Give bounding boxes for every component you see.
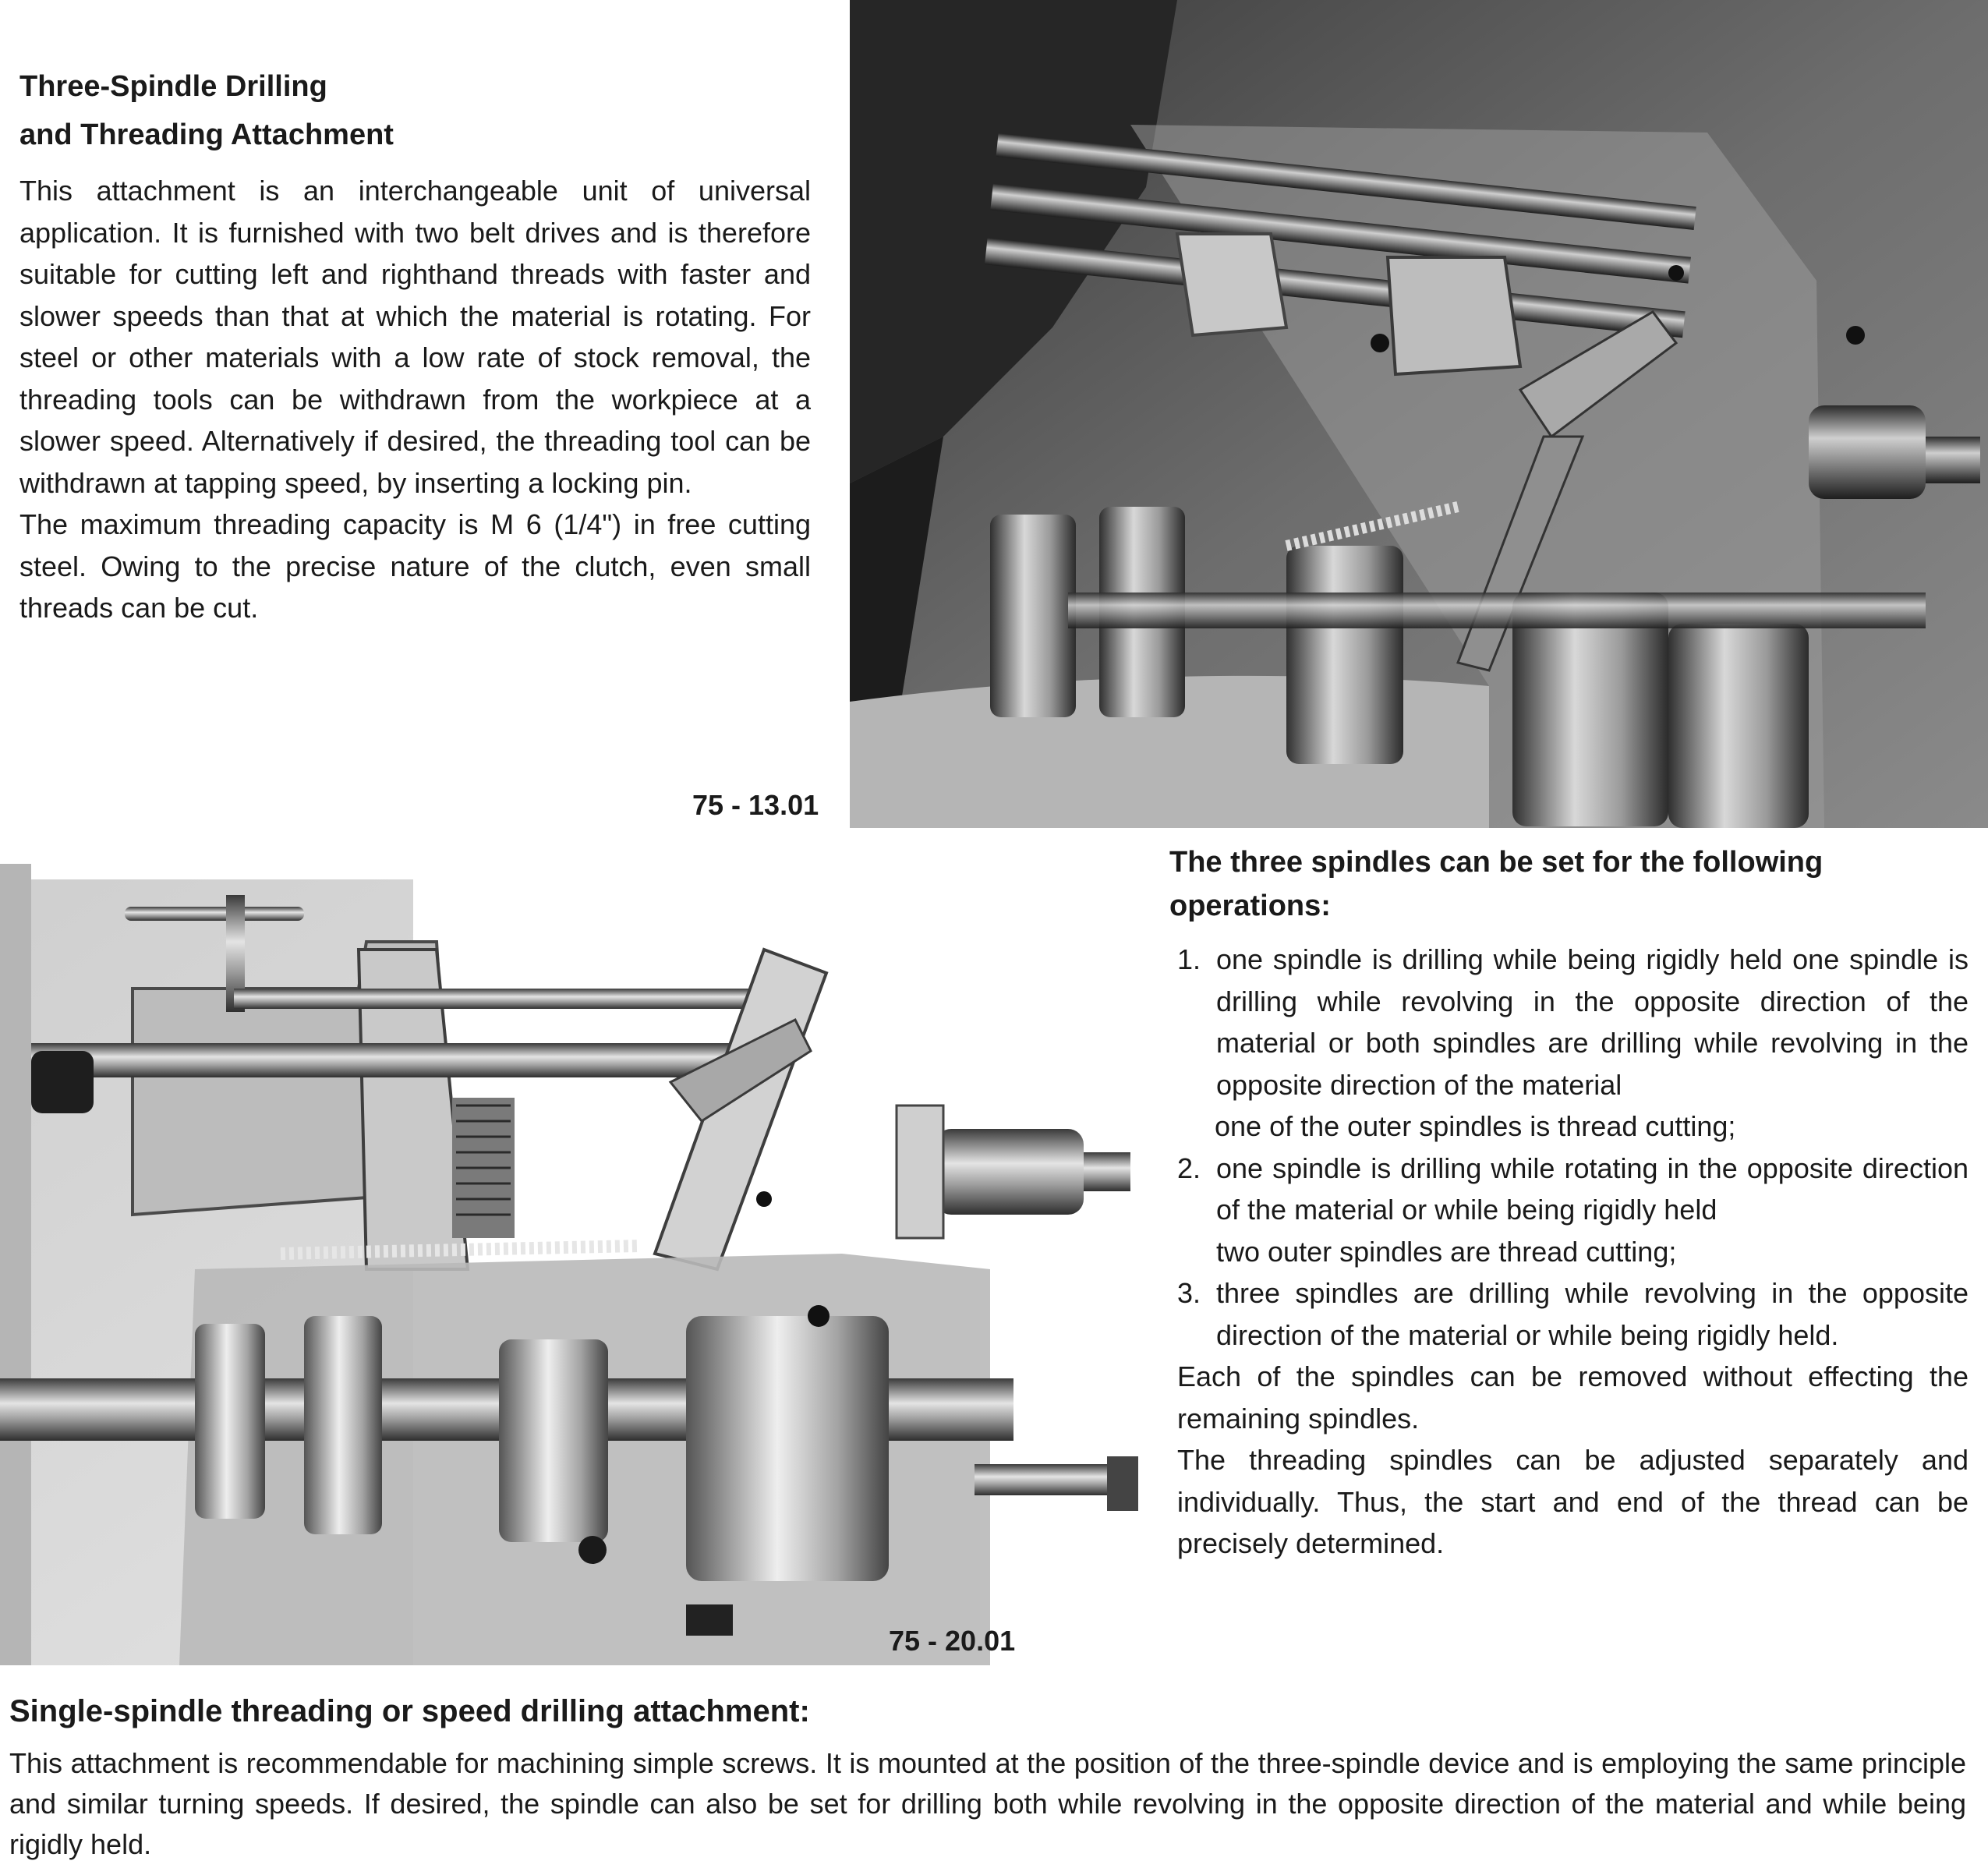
section1-paragraph-1: This attachment is an interchangeable unit of universal application. It is furnished with two belt drives and is therefore suitable for cutting left and righthand threads with faster and slower speeds than that at which the material is rotating. For steel or other materials with a low rate of stock removal, the threading tools can be withdrawn from the workpiece at a slower speed. Alternatively if desired, the threading tool can be withdrawn at tapping speed, by inserting a locking pin. (19, 175, 811, 499)
operations-note-1: Each of the spindles can be removed without effecting the remaining spindles. (1177, 1360, 1969, 1435)
section1-title-line2: and Threading Attachment (19, 119, 394, 151)
operations-heading: The three spindles can be set for the following operations: (1169, 846, 1824, 922)
operations-section (1169, 840, 1969, 1565)
figure-ref-bottom: 75 - 20.01 (889, 1625, 1016, 1657)
operation-number-1: 1. (1177, 943, 1201, 975)
section2-title: Single-spindle threading or speed drilling attachment: (9, 1694, 810, 1728)
operation-number-3: 3. (1177, 1277, 1201, 1309)
operation-item-3 (1177, 1272, 1969, 1356)
photo-three-spindle-attachment (850, 0, 1988, 828)
section1-text (19, 62, 811, 629)
operation-cont-1 (1177, 1106, 1969, 1148)
operation-item-1 (1177, 939, 1969, 1106)
operation-item-2 (1177, 1148, 1969, 1231)
operation-cont-2 (1177, 1231, 1969, 1273)
section1-paragraph-2: The maximum threading capacity is M 6 (1/4") in free cutting steel. Owing to the precise nature of the clutch, even small threads can be cut. (19, 508, 811, 624)
section2-paragraph: This attachment is recommendable for machining simple screws. It is mounted at the position of the three-spindle device and is employing the same principle and similar turning speeds. If desired, the spindle can also be set for drilling both while revolving in the opposite direction of the material and while being rigidly held. (9, 1747, 1966, 1860)
photo-single-spindle-attachment (0, 864, 1160, 1665)
operation-continuation-2: two outer spindles are thread cutting; (1216, 1235, 1677, 1268)
operation-text-3: three spindles are drilling while revolving in the opposite direction of the material or while being rigidly held. (1216, 1277, 1969, 1351)
operations-note-2: The threading spindles can be adjusted separately and individually. Thus, the start and end of the thread can be precisely determined. (1177, 1444, 1969, 1559)
operation-text-1: one spindle is drilling while being rigidly held one spindle is drilling while revolving in the opposite direction of the material or both spindles are drilling while revolving in the opposite direction of the material (1216, 943, 1969, 1101)
operation-continuation-1: one of the outer spindles is thread cutting; (1215, 1110, 1736, 1142)
figure-ref-top: 75 - 13.01 (692, 789, 819, 821)
operations-list (1177, 939, 1969, 1356)
section1-title-line1: Three-Spindle Drilling (19, 70, 327, 103)
operation-number-2: 2. (1177, 1152, 1201, 1184)
operation-text-2: one spindle is drilling while rotating in the opposite direction of the material or while being rigidly held (1216, 1152, 1969, 1226)
